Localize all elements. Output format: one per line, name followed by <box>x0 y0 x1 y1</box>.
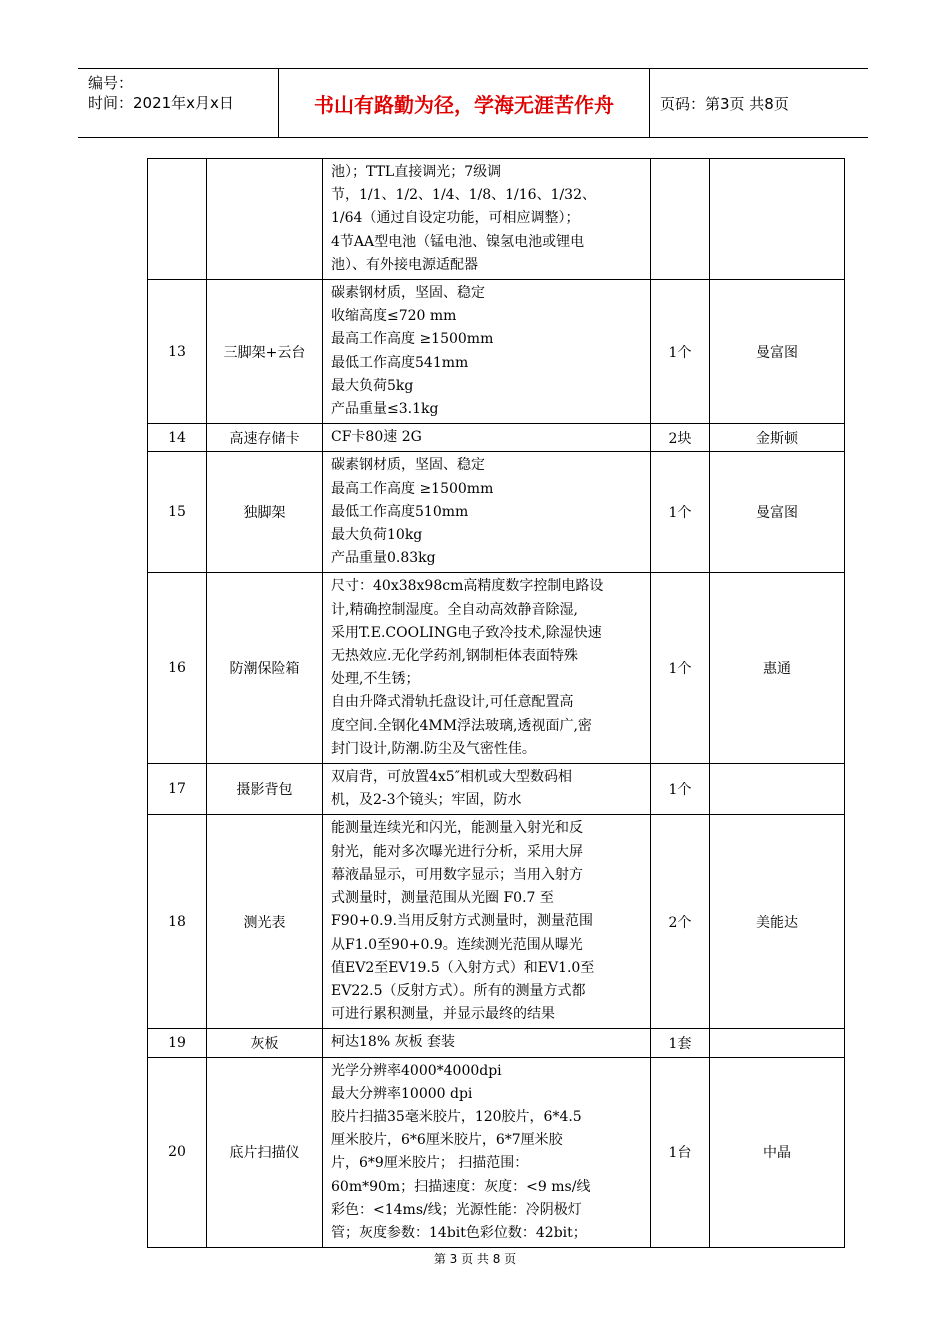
table-row <box>148 815 845 1029</box>
header-motto: 书山有路勤为径，学海无涯苦作舟 <box>279 69 650 137</box>
item-quantity: 1个 <box>651 452 710 573</box>
item-number: 13 <box>148 280 207 424</box>
spec-line: 最大负荷5kg <box>331 377 414 394</box>
spec-line: 计,精确控制湿度。全自动高效静音除湿, <box>331 601 578 618</box>
spec-line: 尺寸：40x38x98cm高精度数字控制电路设 <box>331 578 604 595</box>
item-spec <box>323 280 651 424</box>
item-name <box>207 159 323 280</box>
item-name: 灰板 <box>207 1029 323 1057</box>
item-spec <box>323 764 651 815</box>
spec-line: 可进行累积测量，并显示最终的结果 <box>331 1006 555 1023</box>
spec-line: 度空间.全钢化4MM浮法玻璃,透视面广,密 <box>331 717 592 734</box>
item-name: 高速存储卡 <box>207 424 323 452</box>
spec-line: 最大负荷10kg <box>331 527 423 544</box>
spec-line: 管；灰度参数：14bit色彩位数：42bit； <box>331 1224 587 1241</box>
table-row <box>148 424 845 452</box>
item-spec <box>323 424 651 452</box>
item-spec <box>323 452 651 573</box>
spec-line: 1/64（通过自设定功能，可相应调整）； <box>331 210 580 227</box>
header-meta <box>78 69 279 137</box>
item-name: 三脚架+云台 <box>207 280 323 424</box>
item-brand <box>710 764 845 815</box>
item-quantity: 1个 <box>651 764 710 815</box>
item-name: 测光表 <box>207 815 323 1029</box>
spec-line: 厘米胶片，6*6厘米胶片，6*7厘米胶 <box>331 1132 563 1149</box>
spec-line: 值EV2至EV19.5（入射方式）和EV1.0至 <box>331 959 595 976</box>
item-quantity: 1台 <box>651 1057 710 1248</box>
spec-line: 最高工作高度 ≥1500mm <box>331 331 494 348</box>
spec-line: 最低工作高度541mm <box>331 354 469 371</box>
spec-line: CF卡80速 2G <box>331 429 422 446</box>
item-number <box>148 159 207 280</box>
spec-line: 60m*90m；扫描速度：灰度：<9 ms/线 <box>331 1178 591 1195</box>
spec-line: 最大分辨率10000 dpi <box>331 1085 473 1102</box>
item-quantity: 2块 <box>651 424 710 452</box>
table-row <box>148 452 845 573</box>
item-spec <box>323 573 651 764</box>
item-name: 防潮保险箱 <box>207 573 323 764</box>
spec-line: 双肩背，可放置4x5″相机或大型数码相 <box>331 769 572 786</box>
item-quantity: 1个 <box>651 573 710 764</box>
item-number: 15 <box>148 452 207 573</box>
item-name: 摄影背包 <box>207 764 323 815</box>
item-number: 18 <box>148 815 207 1029</box>
number-label: 编号： <box>88 74 134 92</box>
page-header <box>78 68 868 138</box>
table-row <box>148 159 845 280</box>
table-row <box>148 280 845 424</box>
item-brand <box>710 159 845 280</box>
item-brand <box>710 1029 845 1057</box>
spec-line: 从F1.0至90+0.9。连续测光范围从曝光 <box>331 936 583 953</box>
spec-line: 片，6*9厘米胶片； 扫描范围： <box>331 1155 529 1172</box>
item-number: 20 <box>148 1057 207 1248</box>
spec-line: 幕液晶显示，可用数字显示；当用入射方 <box>331 866 583 883</box>
item-spec <box>323 159 651 280</box>
page-footer: 第 3 页 共 8 页 <box>433 1252 517 1266</box>
spec-line: 采用T.E.COOLING电子致冷技术,除湿快速 <box>331 624 602 641</box>
spec-line: 胶片扫描35毫米胶片，120胶片，6*4.5 <box>331 1108 582 1125</box>
item-quantity: 2个 <box>651 815 710 1029</box>
item-quantity <box>651 159 710 280</box>
table-row <box>148 1029 845 1057</box>
spec-line: 池）；TTL直接调光；7级调 <box>331 164 502 180</box>
spec-line: 最低工作高度510mm <box>331 503 469 520</box>
spec-line: EV22.5（反射方式）。所有的测量方式都 <box>331 982 586 999</box>
spec-line: 光学分辨率4000*4000dpi <box>331 1062 502 1079</box>
spec-line: 产品重量≤3.1kg <box>331 401 439 418</box>
spec-line: 彩色：<14ms/线；光源性能：冷阴极灯 <box>331 1201 582 1218</box>
item-spec <box>323 815 651 1029</box>
item-brand: 美能达 <box>710 815 845 1029</box>
spec-line: 碳素钢材质，坚固、稳定 <box>331 285 485 302</box>
spec-line: 自由升降式滑轨托盘设计,可任意配置高 <box>331 694 574 711</box>
item-quantity: 1套 <box>651 1029 710 1057</box>
spec-line: 机，及2-3个镜头；牢固，防水 <box>331 792 522 809</box>
spec-line: 无热效应.无化学药剂,钢制柜体表面特殊 <box>331 648 578 665</box>
header-page-info: 页码：第3页 共8页 <box>660 94 789 113</box>
item-number: 17 <box>148 764 207 815</box>
spec-line: 碳素钢材质，坚固、稳定 <box>331 457 485 474</box>
item-spec <box>323 1029 651 1057</box>
spec-line: F90+0.9.当用反射方式测量时，测量范围 <box>331 913 593 930</box>
item-brand: 曼富图 <box>710 280 845 424</box>
item-quantity: 1个 <box>651 280 710 424</box>
spec-line: 最高工作高度 ≥1500mm <box>331 480 494 497</box>
spec-line: 柯达18% 灰板 套装 <box>331 1034 456 1051</box>
item-brand: 金斯顿 <box>710 424 845 452</box>
spec-line: 产品重量0.83kg <box>331 550 436 567</box>
spec-line: 处理,不生锈； <box>331 671 420 688</box>
spec-line: 射光，能对多次曝光进行分析，采用大屏 <box>331 843 583 860</box>
table-row <box>148 1057 845 1248</box>
spec-line: 节，1/1、1/2、1/4、1/8、1/16、1/32、 <box>331 187 597 204</box>
table-row <box>148 764 845 815</box>
equipment-table <box>147 158 845 1248</box>
item-spec <box>323 1057 651 1248</box>
item-brand: 惠通 <box>710 573 845 764</box>
item-number: 14 <box>148 424 207 452</box>
item-name: 底片扫描仪 <box>207 1057 323 1248</box>
spec-line: 式测量时，测量范围从光圈 F0.7 至 <box>331 890 554 907</box>
table-row <box>148 573 845 764</box>
time-label: 时间：2021年x月x日 <box>88 94 234 112</box>
item-brand: 中晶 <box>710 1057 845 1248</box>
spec-line: 收缩高度≤720 mm <box>331 308 457 325</box>
item-number: 16 <box>148 573 207 764</box>
item-number: 19 <box>148 1029 207 1057</box>
spec-line: 池）、有外接电源适配器 <box>331 256 478 273</box>
spec-line: 能测量连续光和闪光，能测量入射光和反 <box>331 820 583 837</box>
spec-line: 4节AA型电池（锰电池、镍氢电池或锂电 <box>331 233 585 250</box>
spec-line: 封门设计,防潮.防尘及气密性佳。 <box>331 740 536 757</box>
item-brand: 曼富图 <box>710 452 845 573</box>
item-name: 独脚架 <box>207 452 323 573</box>
